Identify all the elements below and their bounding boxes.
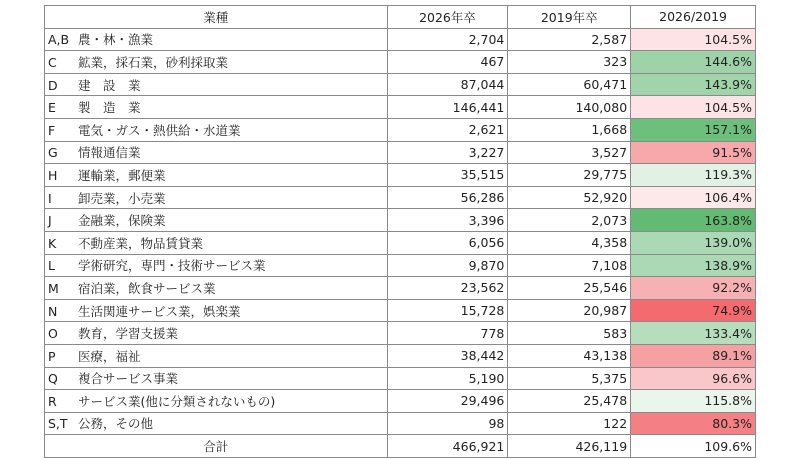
- industry-code: N: [48, 303, 58, 319]
- ratio-cell: 91.5%: [631, 141, 756, 164]
- value-2019: 122: [508, 412, 631, 435]
- value-2026: 3,227: [387, 141, 508, 164]
- industry-cell: [45, 164, 388, 187]
- industry-cell: [45, 390, 388, 413]
- industry-code: P: [48, 348, 56, 364]
- industry-name: 農・林・漁業: [78, 32, 154, 48]
- ratio-cell: 133.4%: [631, 322, 756, 345]
- industry-cell: [45, 28, 388, 51]
- industry-cell: [45, 277, 388, 300]
- industry-cell: [45, 231, 388, 254]
- industry-name: 運輸業，郵便業: [78, 167, 166, 183]
- industry-comparison-table: [44, 5, 756, 458]
- ratio-cell: 115.8%: [631, 390, 756, 413]
- header-2026: 2026年卒: [387, 6, 508, 29]
- ratio-cell: 139.0%: [631, 231, 756, 254]
- industry-cell: [45, 186, 388, 209]
- industry-name: 製 造 業: [78, 100, 141, 116]
- industry-name: 宿泊業，飲食サービス業: [78, 280, 216, 296]
- value-2026: 3,396: [387, 209, 508, 232]
- ratio-cell: 104.5%: [631, 28, 756, 51]
- value-2019: 60,471: [508, 73, 631, 96]
- industry-name: サービス業(他に分類されないもの): [78, 393, 276, 409]
- value-2026: 15,728: [387, 299, 508, 322]
- value-2026: 146,441: [387, 96, 508, 119]
- ratio-cell: 138.9%: [631, 254, 756, 277]
- industry-code: A,B: [48, 32, 70, 48]
- value-2019: 140,080: [508, 96, 631, 119]
- value-2026: 56,286: [387, 186, 508, 209]
- value-2026: 87,044: [387, 73, 508, 96]
- ratio-cell: 157.1%: [631, 118, 756, 141]
- value-2019: 3,527: [508, 141, 631, 164]
- ratio-cell: 119.3%: [631, 164, 756, 187]
- industry-name: 電気・ガス・熱供給・水道業: [78, 122, 241, 138]
- value-2026: 467: [387, 51, 508, 74]
- industry-cell: [45, 118, 388, 141]
- header-ratio: 2026/2019: [631, 6, 756, 29]
- value-2019: 583: [508, 322, 631, 345]
- table-row: [45, 412, 756, 435]
- value-2026: 5,190: [387, 367, 508, 390]
- industry-name: 教育，学習支援業: [78, 326, 179, 342]
- table-row: [45, 277, 756, 300]
- ratio-cell: 89.1%: [631, 344, 756, 367]
- industry-name: 鉱業，採石業，砂利採取業: [78, 54, 229, 70]
- industry-cell: [45, 209, 388, 232]
- industry-name: 情報通信業: [78, 145, 141, 161]
- value-2026: 2,621: [387, 118, 508, 141]
- value-2026: 35,515: [387, 164, 508, 187]
- industry-code: E: [48, 100, 56, 116]
- industry-name: 建 設 業: [78, 77, 141, 93]
- total-2019: 426,119: [508, 435, 631, 458]
- industry-code: S,T: [48, 416, 68, 432]
- industry-code: J: [48, 213, 52, 229]
- table-row: [45, 118, 756, 141]
- industry-code: R: [48, 393, 57, 409]
- industry-cell: [45, 299, 388, 322]
- ratio-cell: 74.9%: [631, 299, 756, 322]
- industry-name: 不動産業，物品賃貸業: [78, 235, 204, 251]
- table-row: [45, 164, 756, 187]
- industry-name: 複合サービス事業: [78, 371, 179, 387]
- table-row: [45, 254, 756, 277]
- value-2019: 2,073: [508, 209, 631, 232]
- ratio-cell: 106.4%: [631, 186, 756, 209]
- header-industry: 業種: [45, 6, 388, 29]
- total-row: [45, 435, 756, 458]
- table-row: [45, 141, 756, 164]
- ratio-cell: 96.6%: [631, 367, 756, 390]
- industry-code: O: [48, 326, 58, 342]
- table-row: [45, 231, 756, 254]
- industry-name: 医療，福祉: [78, 348, 141, 364]
- value-2026: 98: [387, 412, 508, 435]
- industry-name: 公務，その他: [78, 416, 154, 432]
- table-row: [45, 186, 756, 209]
- value-2026: 38,442: [387, 344, 508, 367]
- table-row: [45, 390, 756, 413]
- industry-code: F: [48, 122, 56, 138]
- value-2019: 20,987: [508, 299, 631, 322]
- value-2019: 7,108: [508, 254, 631, 277]
- value-2026: 23,562: [387, 277, 508, 300]
- ratio-cell: 163.8%: [631, 209, 756, 232]
- header-row: [45, 6, 756, 29]
- ratio-cell: 104.5%: [631, 96, 756, 119]
- industry-name: 金融業，保険業: [78, 213, 166, 229]
- industry-cell: [45, 344, 388, 367]
- industry-cell: [45, 322, 388, 345]
- table-row: [45, 51, 756, 74]
- ratio-cell: 92.2%: [631, 277, 756, 300]
- value-2019: 25,478: [508, 390, 631, 413]
- table-row: [45, 209, 756, 232]
- table-row: [45, 344, 756, 367]
- industry-cell: [45, 51, 388, 74]
- industry-code: M: [48, 280, 59, 296]
- value-2019: 2,587: [508, 28, 631, 51]
- industry-cell: [45, 141, 388, 164]
- industry-code: G: [48, 145, 58, 161]
- value-2026: 29,496: [387, 390, 508, 413]
- industry-cell: [45, 412, 388, 435]
- industry-cell: [45, 73, 388, 96]
- value-2019: 323: [508, 51, 631, 74]
- table-row: [45, 73, 756, 96]
- table-row: [45, 299, 756, 322]
- value-2026: 2,704: [387, 28, 508, 51]
- value-2019: 4,358: [508, 231, 631, 254]
- industry-code: I: [48, 190, 52, 206]
- value-2019: 1,668: [508, 118, 631, 141]
- header-2019: 2019年卒: [508, 6, 631, 29]
- table-row: [45, 28, 756, 51]
- industry-name: 学術研究，専門・技術サービス業: [78, 258, 266, 274]
- ratio-cell: 144.6%: [631, 51, 756, 74]
- value-2019: 25,546: [508, 277, 631, 300]
- total-label: 合計: [45, 435, 388, 458]
- industry-cell: [45, 96, 388, 119]
- industry-code: D: [48, 77, 58, 93]
- industry-name: 卸売業，小売業: [78, 190, 166, 206]
- table-row: [45, 322, 756, 345]
- value-2019: 29,775: [508, 164, 631, 187]
- value-2026: 6,056: [387, 231, 508, 254]
- industry-name: 生活関連サービス業，娯楽業: [78, 303, 241, 319]
- ratio-cell: 80.3%: [631, 412, 756, 435]
- industry-code: L: [48, 258, 55, 274]
- value-2019: 52,920: [508, 186, 631, 209]
- industry-code: C: [48, 54, 57, 70]
- value-2019: 43,138: [508, 344, 631, 367]
- value-2026: 9,870: [387, 254, 508, 277]
- table-row: [45, 96, 756, 119]
- industry-cell: [45, 254, 388, 277]
- table-row: [45, 367, 756, 390]
- industry-code: Q: [48, 371, 58, 387]
- industry-code: K: [48, 235, 57, 251]
- industry-cell: [45, 367, 388, 390]
- value-2019: 5,375: [508, 367, 631, 390]
- total-ratio: 109.6%: [631, 435, 756, 458]
- industry-code: H: [48, 167, 58, 183]
- value-2026: 778: [387, 322, 508, 345]
- ratio-cell: 143.9%: [631, 73, 756, 96]
- total-2026: 466,921: [387, 435, 508, 458]
